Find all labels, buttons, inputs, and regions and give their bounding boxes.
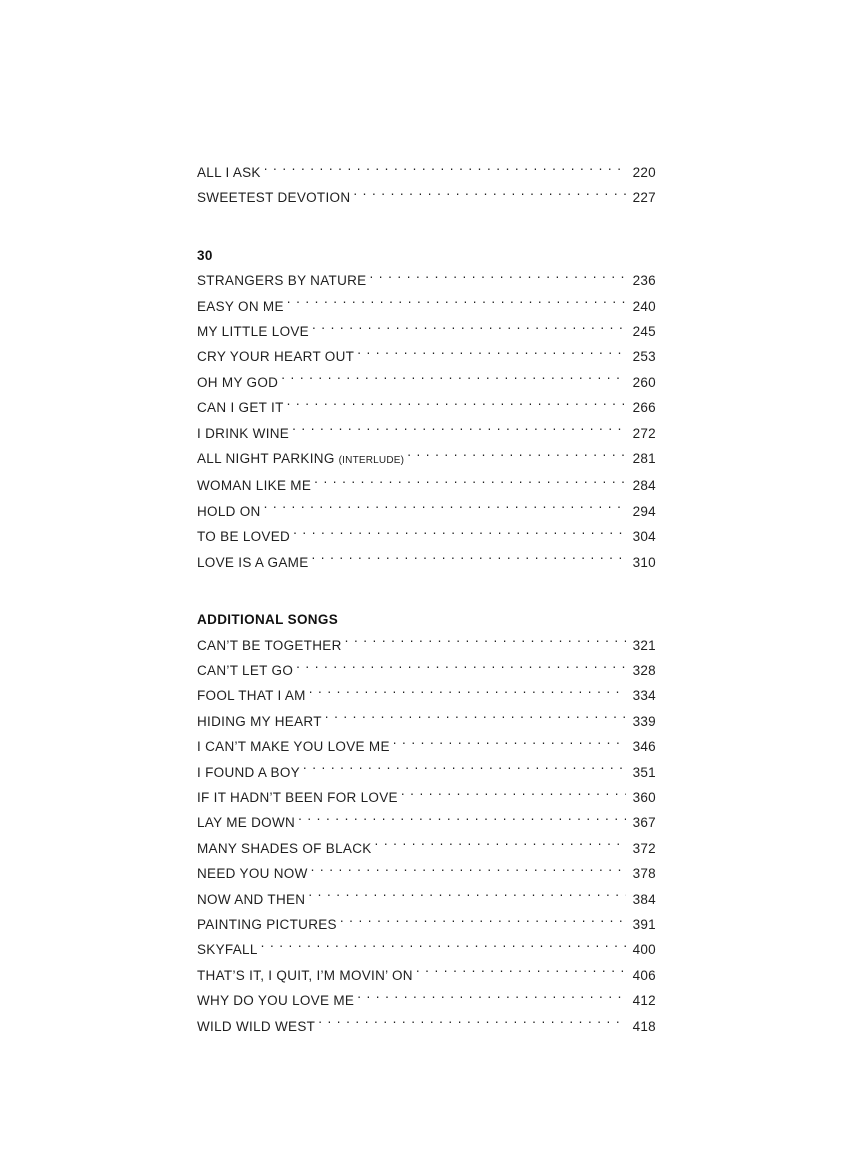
entry-title: SWEETEST DEVOTION (197, 190, 351, 206)
toc-entry[interactable] (197, 988, 656, 1013)
entry-title: ALL NIGHT PARKING (197, 451, 335, 467)
dot-leader (407, 450, 626, 463)
entry-page-number: 418 (632, 1018, 656, 1034)
entry-title: CRY YOUR HEART OUT (197, 349, 355, 365)
dot-leader (303, 764, 626, 777)
entry-title: THAT’S IT, I QUIT, I’M MOVIN’ ON (197, 967, 413, 983)
entry-page-number: 253 (632, 349, 656, 365)
toc-entry[interactable] (197, 633, 656, 658)
entry-page-number: 284 (632, 478, 656, 494)
entry-page-number: 367 (632, 815, 656, 831)
entry-title: OH MY GOD (197, 374, 279, 390)
entry-page-number: 351 (632, 764, 656, 780)
toc-entry[interactable] (197, 319, 656, 344)
dot-leader (357, 348, 626, 361)
dot-leader (309, 687, 626, 700)
dot-leader (340, 916, 626, 929)
entry-page-number: 412 (632, 993, 656, 1009)
toc-entry[interactable] (197, 887, 656, 912)
entry-title: WOMAN LIKE ME (197, 478, 312, 494)
entry-title: NEED YOU NOW (197, 866, 308, 882)
entry-page-number: 378 (632, 866, 656, 882)
entry-page-number: 339 (632, 713, 656, 729)
toc-entry[interactable] (197, 160, 656, 185)
entry-title: ALL I ASK (197, 165, 261, 180)
entry-title: LAY ME DOWN (197, 815, 296, 831)
toc-entry[interactable] (197, 395, 656, 420)
toc-entry[interactable] (197, 185, 656, 210)
entry-page-number: 328 (632, 662, 656, 678)
dot-leader (311, 865, 626, 878)
entry-title: WILD WILD WEST (197, 1018, 316, 1034)
dot-leader (357, 992, 626, 1005)
dot-leader (345, 637, 626, 650)
toc-section (197, 160, 656, 211)
entry-title: MANY SHADES OF BLACK (197, 840, 372, 856)
toc-entry[interactable] (197, 294, 656, 319)
entry-page-number: 334 (632, 688, 656, 704)
entry-page-number: 406 (632, 967, 656, 983)
entry-page-number: 360 (632, 789, 656, 805)
toc-entry[interactable] (197, 550, 656, 575)
dot-leader (308, 891, 626, 904)
entry-title: STRANGERS BY NATURE (197, 273, 367, 289)
entry-page-number: 281 (632, 451, 656, 467)
toc-entry[interactable] (197, 810, 656, 835)
entry-page-number: 346 (632, 739, 656, 755)
entry-title: I CAN’T MAKE YOU LOVE ME (197, 739, 390, 755)
toc-entry[interactable] (197, 658, 656, 683)
toc-entry[interactable] (197, 524, 656, 549)
dot-leader (353, 189, 626, 202)
dot-leader (287, 298, 626, 311)
entry-page-number: 321 (632, 637, 656, 653)
dot-leader (314, 477, 626, 490)
entry-title: CAN I GET IT (197, 400, 284, 416)
dot-leader (312, 323, 626, 336)
dot-leader (318, 1018, 626, 1031)
dot-leader (416, 967, 626, 980)
entry-page-number: 260 (632, 374, 656, 390)
dot-leader (264, 164, 626, 177)
toc-section (197, 607, 656, 1039)
entry-page-number: 266 (632, 400, 656, 416)
entry-page-number: 310 (632, 554, 656, 570)
entry-page-number: 391 (632, 916, 656, 932)
dot-leader (401, 789, 626, 802)
dot-leader (375, 840, 626, 853)
toc-entry[interactable] (197, 268, 656, 293)
toc-entry[interactable] (197, 683, 656, 708)
entry-title: I FOUND A BOY (197, 764, 300, 780)
entry-title: HOLD ON (197, 503, 261, 519)
table-of-contents (197, 160, 656, 1039)
dot-leader (261, 941, 626, 954)
entry-subtitle: (INTERLUDE) (338, 455, 405, 467)
entry-page-number: 245 (632, 324, 656, 340)
dot-leader (287, 399, 626, 412)
dot-leader (292, 425, 626, 438)
section-heading: ADDITIONAL SONGS (197, 612, 339, 628)
entry-page-number: 400 (632, 942, 656, 958)
entry-title: MY LITTLE LOVE (197, 324, 309, 340)
entry-page-number: 240 (632, 298, 656, 314)
entry-title: CAN’T BE TOGETHER (197, 637, 342, 653)
toc-entry[interactable] (197, 473, 656, 498)
entry-page-number: 227 (632, 190, 656, 206)
entry-title: NOW AND THEN (197, 891, 306, 907)
toc-section (197, 243, 656, 575)
entry-title: IF IT HADN’T BEEN FOR LOVE (197, 789, 398, 805)
entry-page-number: 236 (632, 273, 656, 289)
dot-leader (296, 662, 626, 675)
entry-title: WHY DO YOU LOVE ME (197, 993, 355, 1009)
entry-title: CAN’T LET GO (197, 662, 294, 678)
toc-entry[interactable] (197, 1014, 656, 1039)
dot-leader (293, 528, 626, 541)
toc-entry[interactable] (197, 861, 656, 886)
entry-title: SKYFALL (197, 942, 258, 958)
toc-entry[interactable] (197, 760, 656, 785)
dot-leader (298, 814, 626, 827)
toc-entry[interactable] (197, 734, 656, 759)
toc-entry[interactable] (197, 709, 656, 734)
toc-entry[interactable] (197, 963, 656, 988)
toc-entry[interactable] (197, 499, 656, 524)
entry-page-number: 220 (632, 165, 656, 180)
toc-entry[interactable] (197, 344, 656, 369)
toc-entry[interactable] (197, 370, 656, 395)
dot-leader (312, 554, 627, 567)
dot-leader (325, 713, 626, 726)
dot-leader (281, 374, 626, 387)
toc-entry[interactable] (197, 836, 656, 861)
entry-page-number: 294 (632, 503, 656, 519)
entry-title: I DRINK WINE (197, 425, 290, 441)
entry-title: EASY ON ME (197, 298, 284, 314)
entry-title: LOVE IS A GAME (197, 554, 309, 570)
dot-leader (369, 272, 626, 285)
toc-entry[interactable] (197, 937, 656, 962)
entry-page-number: 384 (632, 891, 656, 907)
entry-title: FOOL THAT I AM (197, 688, 306, 704)
entry-page-number: 304 (632, 529, 656, 545)
dot-leader (264, 503, 626, 516)
section-heading: 30 (197, 247, 213, 263)
dot-leader (393, 738, 626, 751)
entry-page-number: 272 (632, 425, 656, 441)
entry-title: HIDING MY HEART (197, 713, 322, 729)
toc-entry[interactable] (197, 785, 656, 810)
toc-entry[interactable] (197, 446, 656, 473)
entry-title: TO BE LOVED (197, 529, 291, 545)
toc-entry[interactable] (197, 421, 656, 446)
entry-title: PAINTING PICTURES (197, 916, 337, 932)
toc-entry[interactable] (197, 912, 656, 937)
entry-page-number: 372 (632, 840, 656, 856)
